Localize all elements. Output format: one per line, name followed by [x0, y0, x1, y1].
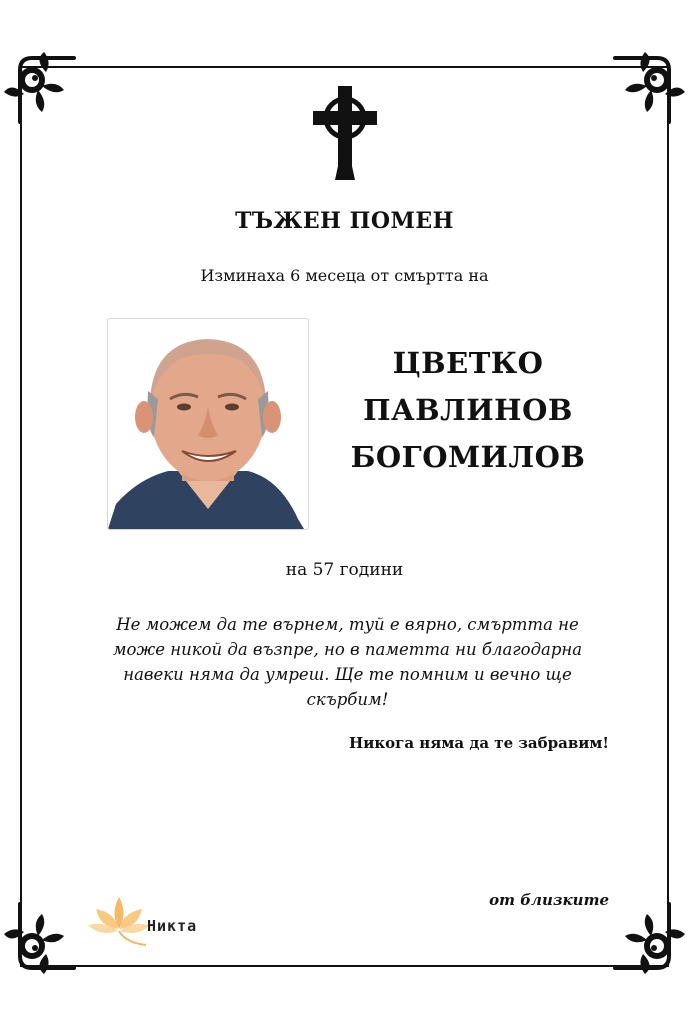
obituary-title: ТЪЖЕН ПОМЕН — [235, 208, 454, 234]
signature: от близките — [489, 891, 609, 909]
name-first: ЦВЕТКО — [392, 346, 544, 380]
name-middle: ПАВЛИНОВ — [363, 393, 573, 427]
lotus-flower-icon — [86, 893, 152, 949]
ornament-corner-icon — [2, 902, 76, 976]
deceased-name — [340, 340, 596, 481]
memorial-verse: Не можем да те върнем, туй е вярно, смъртта не може никой да възпре, но в паметта ни благодарна навеки няма да умреш. Ще те помним и вечно ще скърбим! — [112, 615, 583, 709]
brand-name: Никта — [147, 917, 198, 935]
name-last: БОГОМИЛОВ — [350, 440, 586, 474]
portrait-photo — [107, 318, 309, 530]
ornament-corner-icon — [613, 50, 687, 124]
ornament-corner-icon — [613, 902, 687, 976]
ornament-corner-icon — [2, 50, 76, 124]
intro-text: Изминаха 6 месеца от смъртта на — [200, 266, 489, 285]
celtic-cross-icon — [311, 84, 379, 182]
age-text: на 57 години — [285, 560, 404, 580]
closing-line: Никога няма да те забравим! — [349, 734, 609, 752]
